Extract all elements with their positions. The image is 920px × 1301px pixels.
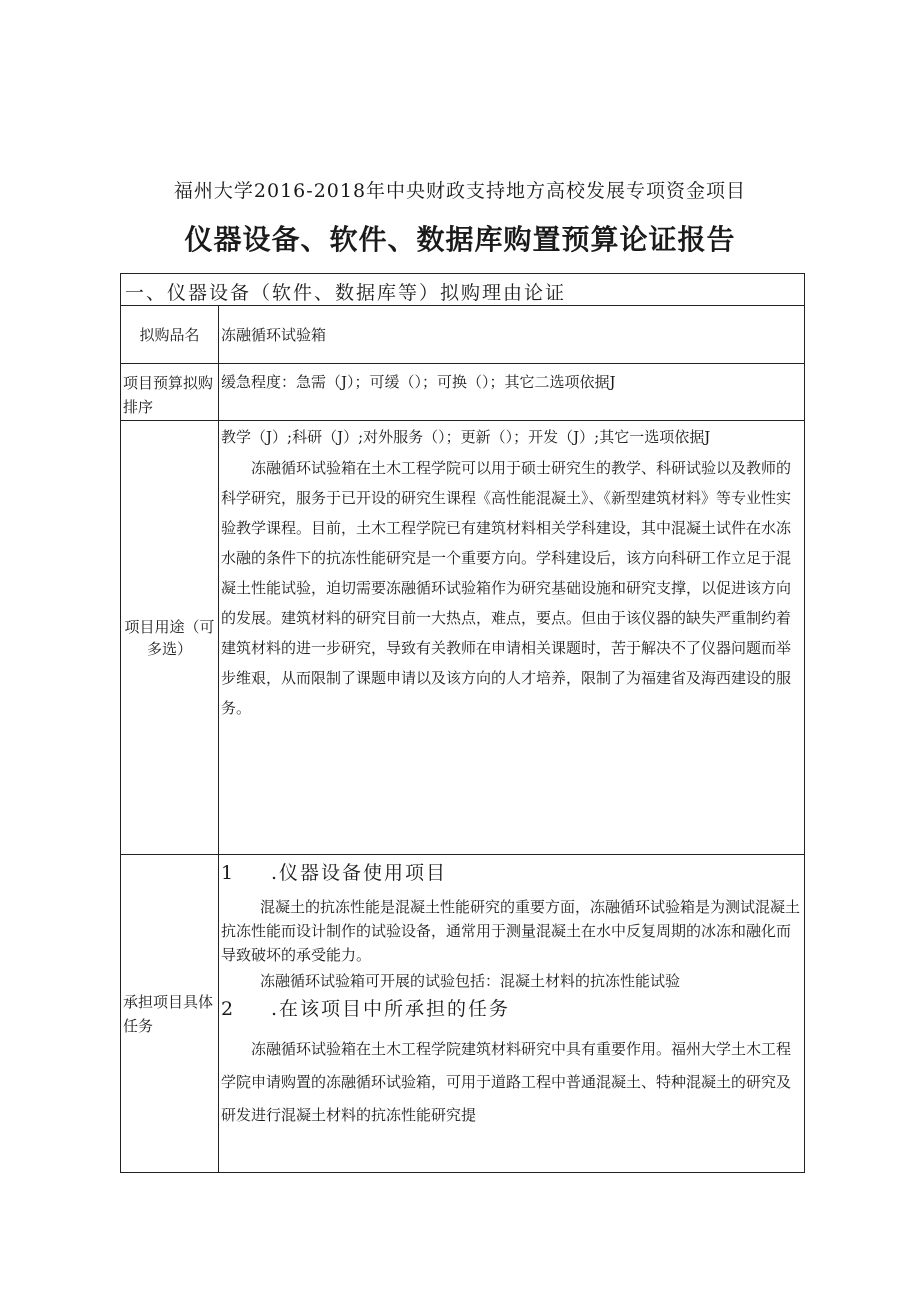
task-label: 承担项目具体任务 — [121, 855, 219, 1172]
task-paragraph-2: 冻融循环试验箱可开展的试验包括：混凝土材料的抗冻性能试验 — [260, 972, 681, 990]
task-heading-1-number: 1 — [221, 862, 236, 884]
purpose-row — [121, 420, 804, 854]
task-heading-2-text: .在该项目中所承担的任务 — [271, 998, 511, 1020]
section-heading: 一、仪器设备（软件、数据库等）拟购理由论证 — [125, 282, 567, 304]
item-name-value: 冻融循环试验箱 — [221, 326, 327, 344]
item-name-row — [121, 305, 804, 363]
task-heading-2-number: 2 — [221, 998, 236, 1020]
purpose-paragraph: 冻融循环试验箱在土木工程学院可以用于硕士研究生的教学、科研试验以及教师的科学研究，服务于已开设的研究生课程《高性能混凝土》、《新型建筑材料》等专业性实验教学课程。目前，土木工程学院已有建筑材料相关学科建设，其中混凝土试件在水冻水融的条件下的抗冻性能研究是一个重要方向。学科建设后，该方向科研工作立足于混凝土性能试验，迫切需要冻融循环试验箱作为研究基础设施和研究支撑，以促进该方向的发展。建筑材料的研究目前一大热点，难点，要点。但由于该仪器的缺失严重制约着建筑材料的进一步研究，导致有关教师在申请相关课题时，苦于解决不了仪器问题而举步维艰，从而限制了课题申请以及该方向的人才培养，限制了为福建省及海西建设的服务。 — [221, 459, 792, 717]
priority-label: 项目预算拟购排序 — [121, 364, 219, 420]
task-content — [219, 855, 804, 1172]
task-row — [121, 854, 804, 1172]
budget-table — [120, 273, 805, 1173]
priority-value: 缓急程度：急需（J）；可缓（）；可换（）；其它二选项依据J — [221, 373, 616, 391]
item-name-label: 拟购品名 — [121, 306, 219, 363]
task-heading-1 — [221, 857, 802, 889]
priority-row — [121, 363, 804, 420]
task-heading-2 — [221, 993, 802, 1025]
task-paragraph-1: 混凝土的抗冻性能是混凝土性能研究的重要方面，冻融循环试验箱是为测试混凝土抗冻性能而设计制作的试验设备，通常用于测量混凝土在水中反复周期的冰冻和融化而导致破坏的承受能力。 — [221, 898, 801, 964]
document-subtitle: 福州大学2016-2018年中央财政支持地方高校发展专项资金项目 — [173, 180, 747, 202]
purpose-content — [219, 421, 804, 854]
document-title: 仪器设备、软件、数据库购置预算论证报告 — [184, 223, 736, 256]
task-heading-1-text: .仪器设备使用项目 — [271, 862, 448, 884]
section-header-row — [121, 274, 804, 305]
purpose-label: 项目用途（可多选） — [121, 421, 219, 854]
task-paragraph-3: 冻融循环试验箱在土木工程学院建筑材料研究中具有重要作用。福州大学土木工程学院申请购置的冻融循环试验箱，可用于道路工程中普通混凝土、特种混凝土的研究及研发进行混凝土材料的抗冻性能研究提 — [221, 1040, 792, 1124]
purpose-options: 教学（J）;科研（J）;对外服务（）；更新（）；开发（J）;其它一选项依据J — [221, 428, 711, 446]
